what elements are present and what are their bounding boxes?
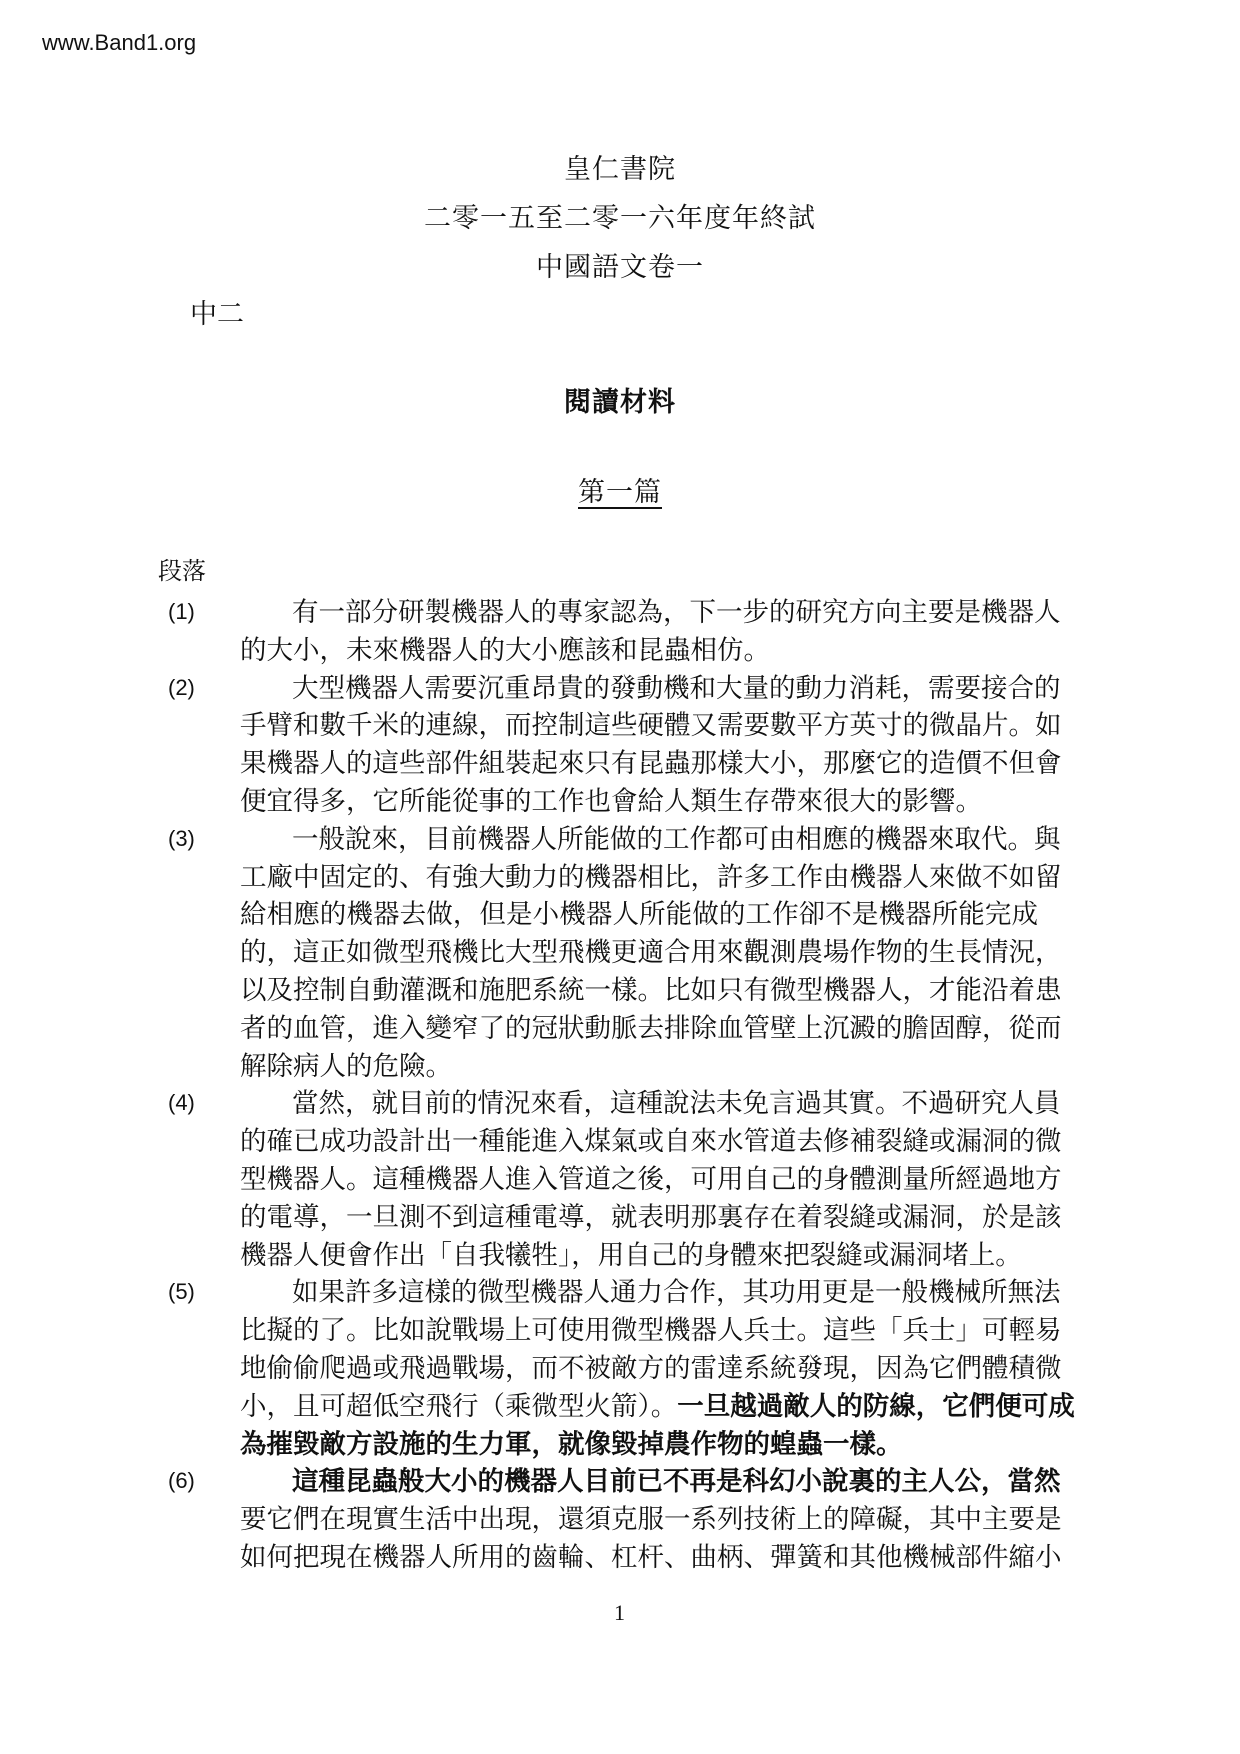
text: 的，這正如微型飛機比大型飛機更適合用來觀測農場作物的生長情況，: [240, 937, 1062, 969]
text: 以及控制自動灌溉和施肥系統一樣。比如只有微型機器人，才能沿着患: [240, 975, 1062, 1006]
chapter-title: [0, 476, 1240, 510]
paragraph-number: (1): [168, 599, 195, 624]
paragraph-line: [240, 1010, 1062, 1047]
paragraph-heading: 段落: [158, 557, 206, 585]
site-watermark: www.Band1.org: [42, 30, 197, 55]
paragraph-line: [240, 934, 1062, 971]
bold-text: 一旦越過敵人的防線，它們便可成: [677, 1390, 1075, 1422]
text: 一般說來，目前機器人所能做的工作都可由相應的機器來取代。與: [292, 823, 1061, 855]
text: 給相應的機器去做，但是小機器人所能做的工作卻不是機器所能完成: [240, 899, 1038, 931]
paragraph-line: [240, 1312, 1062, 1349]
bold-text: 這種昆蟲般大小的機器人目前已不再是科幻小說裏的主人公，當然: [292, 1466, 1061, 1498]
paragraph-number: (6): [168, 1468, 195, 1494]
text: 當然，就目前的情況來看，這種說法未免言過其實。不過研究人員: [292, 1088, 1061, 1120]
text: 比擬的了。比如說戰場上可使用微型機器人兵士。這些「兵士」可輕易: [240, 1315, 1062, 1347]
paragraph-number: (2): [168, 674, 195, 700]
exam-title: 二零一五至二零一六年度年終試: [424, 203, 816, 234]
text: 便宜得多，它所能從事的工作也會給人類生存帶來很大的影響。: [240, 786, 982, 817]
paragraph-line: [240, 1539, 1062, 1576]
page-number: 1: [614, 1600, 626, 1625]
text: 的確已成功設計出一種能進入煤氣或自來水管道去修補裂縫或漏洞的微: [240, 1126, 1062, 1158]
text: 有一部分研製機器人的專家認為，下一步的研究方向主要是機器人: [292, 597, 1061, 628]
paragraph-line: [240, 632, 1038, 669]
text: 如何把現在機器人所用的齒輪、杠杆、曲柄、彈簧和其他機械部件縮小: [240, 1542, 1062, 1573]
paragraph-line: [240, 1123, 1062, 1160]
paragraph-number: (4): [168, 1090, 195, 1116]
paragraph-line: [240, 1350, 1062, 1387]
text: 要它們在現實生活中出現，還須克服一系列技術上的障礙，其中主要是: [240, 1504, 1062, 1536]
text: 的大小，未來機器人的大小應該和昆蟲相仿。: [240, 634, 770, 666]
text: 者的血管，進入變窄了的冠狀動脈去排除血管壁上沉澱的膽固醇，從而: [240, 1012, 1062, 1044]
text: 機器人便會作出「自我犧牲」，用自己的身體來把裂縫或漏洞堵上。: [240, 1239, 1022, 1271]
text: 大型機器人需要沉重昂貴的發動機和大量的動力消耗，需要接合的: [292, 672, 1061, 704]
grade-label: 中二: [190, 299, 244, 330]
text: 如果許多這樣的微型機器人通力合作，其功用更是一般機械所無法: [292, 1277, 1061, 1309]
paragraph-line: [240, 707, 1062, 744]
paper-title: 中國語文卷一: [536, 252, 704, 283]
paragraph-line: [240, 1199, 1062, 1236]
paragraph-line: [240, 745, 1062, 782]
paragraph-line: [292, 1085, 1061, 1122]
text: 型機器人。這種機器人進入管道之後，可用自己的身體測量所經過地方: [240, 1164, 1062, 1195]
text: 解除病人的危險。: [240, 1050, 452, 1082]
paragraph-line: [240, 1048, 1038, 1085]
paragraph-number: (3): [168, 825, 195, 851]
paragraph-line: [240, 783, 1038, 820]
paragraph-number: (5): [168, 1279, 195, 1305]
section-title: 閱讀材料: [564, 387, 676, 418]
chapter-title-text: 第一篇: [578, 477, 662, 508]
paragraph-line: [240, 859, 1062, 896]
paragraph-line: [240, 1161, 1062, 1198]
paragraph-line: [240, 1501, 1062, 1538]
paragraph-line: [240, 1237, 1038, 1274]
paragraph-line: [292, 594, 1061, 631]
paragraph-line: [240, 1426, 1038, 1463]
text: 的電導，一旦測不到這種電導，就表明那裏存在着裂縫或漏洞，於是該: [240, 1201, 1062, 1233]
text: 工廠中固定的、有強大動力的機器相比，許多工作由機器人來做不如留: [240, 861, 1062, 893]
paragraph-line: [292, 1463, 1061, 1500]
paragraph-line: [240, 1388, 1075, 1425]
text: 果機器人的這些部件組裝起來只有昆蟲那樣大小，那麼它的造價不但會: [240, 748, 1062, 780]
paragraph-line: [292, 821, 1061, 858]
text: 小，且可超低空飛行（乘微型火箭）。: [240, 1390, 678, 1422]
paragraph-line: [240, 972, 1062, 1009]
bold-text: 為摧毀敵方設施的生力軍，就像毀掉農作物的蝗蟲一樣。: [240, 1428, 903, 1460]
text: 地偷偷爬過或飛過戰場，而不被敵方的雷達系統發現，因為它們體積微: [240, 1353, 1062, 1384]
paragraph-line: [292, 670, 1061, 707]
text: 手臂和數千米的連線，而控制這些硬體又需要數平方英寸的微晶片。如: [240, 710, 1062, 742]
paragraph-line: [240, 896, 1038, 933]
school-name: 皇仁書院: [564, 154, 676, 185]
paragraph-line: [292, 1274, 1061, 1311]
